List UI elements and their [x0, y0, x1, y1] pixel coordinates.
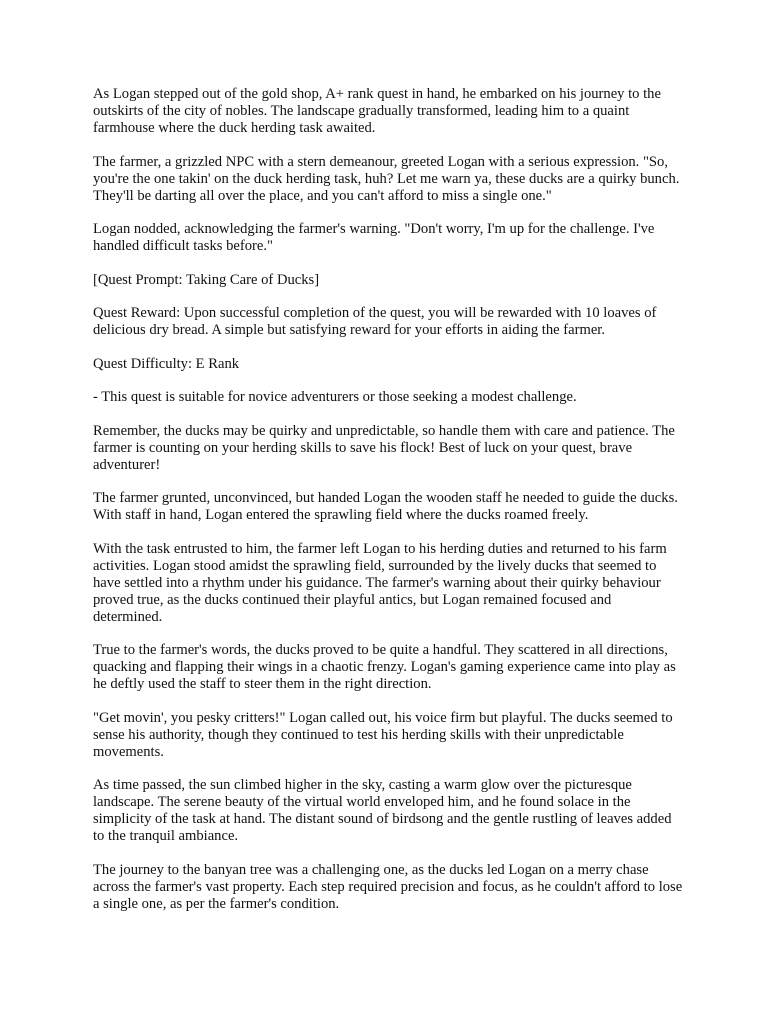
paragraph-intro: As Logan stepped out of the gold shop, A+ rank quest in hand, he embarked on his journey to the outskirts of the city of nobles. The landscape gradually transformed, leading him to a quaint farmhouse where the duck herding task awaited.	[93, 86, 661, 136]
paragraph-time-passed: As time passed, the sun climbed higher in the sky, casting a warm glow over the picturesque landscape. The serene beauty of the virtual world enveloped him, and he found solace in the simplicity of the task at hand. The distant sound of birdsong and the gentle rustling of leaves added to the tranquil ambiance.	[93, 777, 672, 844]
quest-reward: Quest Reward: Upon successful completion of the quest, you will be rewarded with 10 loaves of delicious dry bread. A simple but satisfying reward for your efforts in aiding the farmer.	[93, 305, 657, 338]
paragraph-task-entrusted: With the task entrusted to him, the farmer left Logan to his herding duties and returned to his farm activities. Logan stood amidst the sprawling field, surrounded by the lively ducks that seemed to have settled into a rhythm under his guidance. The farmer's warning about their quirky behaviour proved true, as the ducks continued their playful antics, but Logan remained focused and determined.	[93, 540, 667, 625]
paragraph-handful: True to the farmer's words, the ducks proved to be quite a handful. They scattered in all directions, quacking and flapping their wings in a chaotic frenzy. Logan's gaming experience came into play as he deftly used the staff to steer them in the right direction.	[93, 642, 676, 692]
document-page	[93, 86, 683, 929]
quest-note: - This quest is suitable for novice adventurers or those seeking a modest challenge.	[93, 389, 577, 405]
paragraph-staff: The farmer grunted, unconvinced, but handed Logan the wooden staff he needed to guide the ducks. With staff in hand, Logan entered the sprawling field where the ducks roamed freely.	[93, 490, 678, 523]
paragraph-get-movin: "Get movin', you pesky critters!" Logan called out, his voice firm but playful. The ducks seemed to sense his authority, though they continued to test his herding skills with their unpredictable movements.	[93, 709, 673, 760]
quest-prompt: [Quest Prompt: Taking Care of Ducks]	[93, 271, 320, 288]
paragraph-logan-reply: Logan nodded, acknowledging the farmer's warning. "Don't worry, I'm up for the challenge. I've handled difficult tasks before."	[93, 221, 655, 254]
quest-difficulty: Quest Difficulty: E Rank	[93, 355, 240, 372]
paragraph-farmer-greeting: The farmer, a grizzled NPC with a stern demeanour, greeted Logan with a serious expression. "So, you're the one takin' on the duck herding task, huh? Let me warn ya, these ducks are a quirky bunch. They'll be darting all over the place, and you can't afford to miss a single one."	[93, 153, 680, 204]
paragraph-banyan-tree: The journey to the banyan tree was a challenging one, as the ducks led Logan on a merry chase across the farmer's vast property. Each step required precision and focus, as he couldn't afford to lose a single one, as per the farmer's condition.	[93, 861, 683, 912]
paragraph-remember: Remember, the ducks may be quirky and unpredictable, so handle them with care and patience. The farmer is counting on your herding skills to save his flock! Best of luck on your quest, brave adventurer!	[93, 422, 675, 473]
